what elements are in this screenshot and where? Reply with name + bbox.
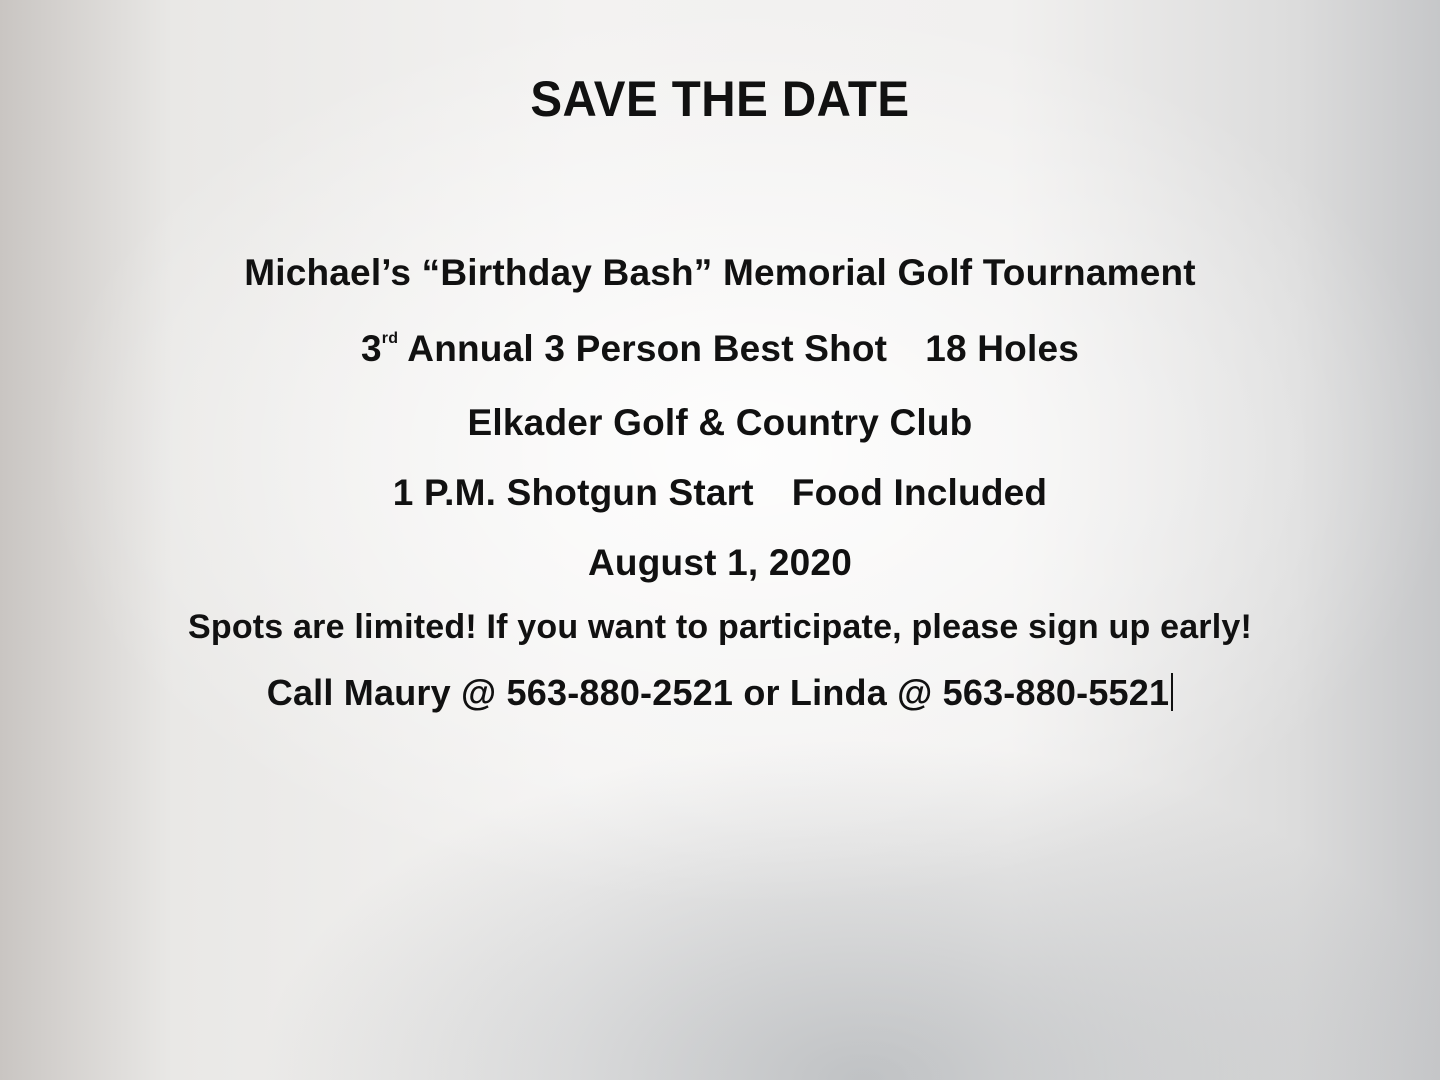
contact-line <box>0 672 1440 714</box>
text-cursor <box>1171 673 1173 711</box>
edition-suffix: rd <box>381 330 399 347</box>
signup-notice: Spots are limited! If you want to participate, please sign up early! <box>187 608 1253 646</box>
save-the-date-title: SAVE THE DATE <box>530 71 910 127</box>
holes-count: 18 Holes <box>925 328 1079 369</box>
tournament-format <box>0 328 1440 370</box>
format-description: Annual 3 Person Best Shot <box>407 328 888 369</box>
contact-info: Call Maury @ 563-880-2521 or Linda @ 563-880-5521 <box>266 672 1170 713</box>
venue-name: Elkader Golf & Country Club <box>467 402 973 443</box>
event-date: August 1, 2020 <box>588 542 852 583</box>
event-name: Michael’s “Birthday Bash” Memorial Golf Tournament <box>244 252 1196 293</box>
schedule-line <box>0 472 1440 514</box>
edition-number: 3 <box>360 328 382 369</box>
food-note: Food Included <box>791 472 1048 513</box>
start-time: 1 P.M. Shotgun Start <box>392 472 754 513</box>
